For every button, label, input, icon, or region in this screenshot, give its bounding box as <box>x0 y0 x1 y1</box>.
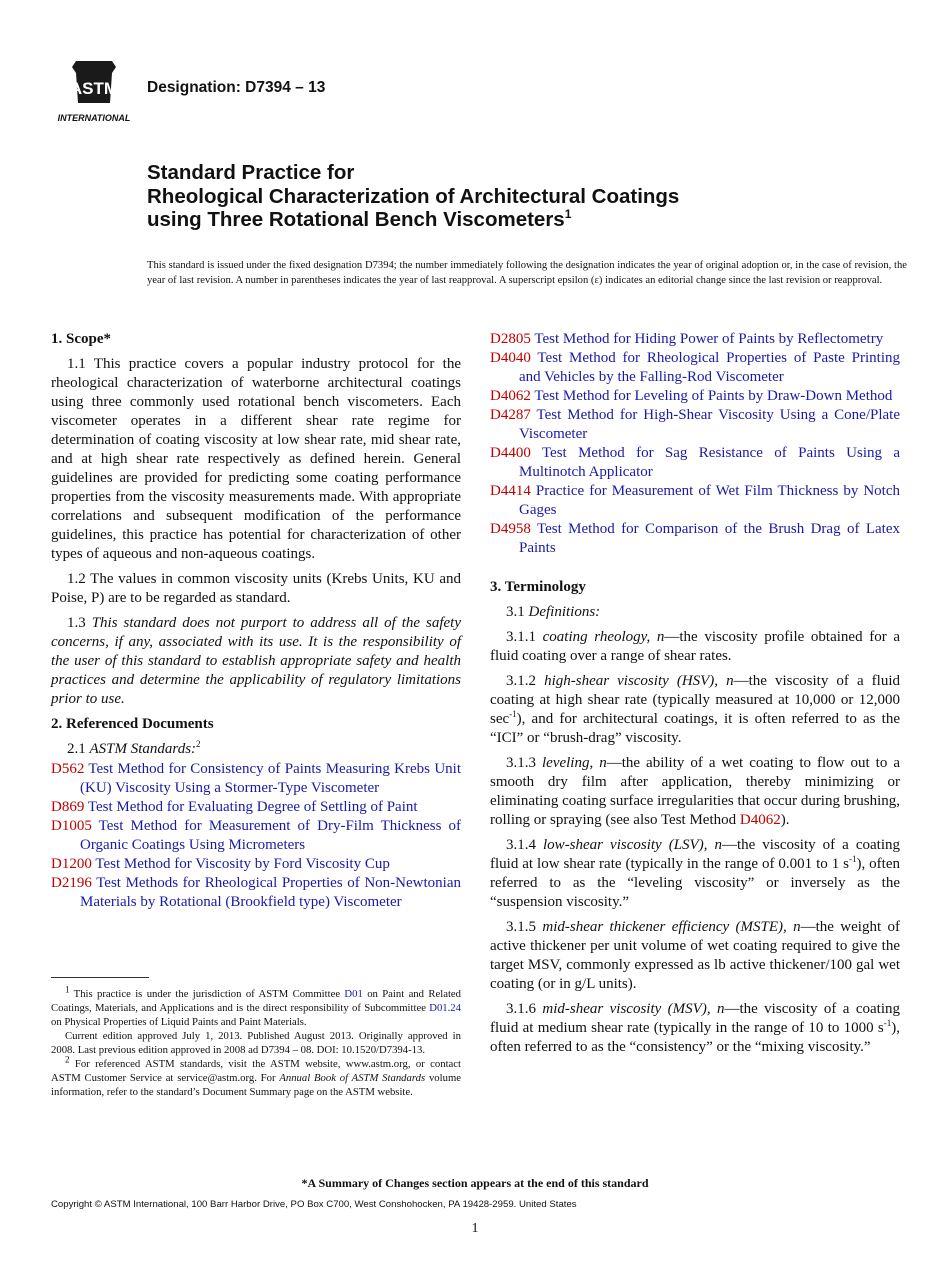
ref-code-link[interactable]: D2196 <box>51 875 92 891</box>
def-text-b: ). <box>780 812 790 828</box>
issued-note: This standard is issued under the fixed designation D7394; the number immediately following the designation indicates the year of original adoption or, in the case of revision, the year of last revision. A number in parentheses indicates the year of last reapproval. A superscript epsilon (ε) indicates an editorial change since the last revision or reapproval. <box>147 260 907 286</box>
left-column <box>51 330 461 912</box>
def-num: 3.1.5 <box>506 919 543 935</box>
astm-logo <box>54 55 134 130</box>
def-term: high-shear viscosity (HSV), n <box>544 673 734 689</box>
referenced-heading: 2. Referenced Documents <box>51 716 214 732</box>
def-text-b: ), often referred to as the “leveling viscosity” or inversely as the “suspension viscosity.” <box>490 856 900 910</box>
definitions-label <box>490 603 900 622</box>
definition <box>490 672 900 748</box>
ref-code-link[interactable]: D4040 <box>490 350 531 366</box>
ref-code-link[interactable]: D4958 <box>490 521 531 537</box>
committee-link[interactable]: D01 <box>344 988 363 1000</box>
ref-code-link[interactable]: D4414 <box>490 483 531 499</box>
title-line-3 <box>147 208 907 232</box>
ref-code-link[interactable]: D4062 <box>490 388 531 404</box>
def-term: mid-shear viscosity (MSV), n <box>542 1001 725 1017</box>
astm-standards-text: ASTM Standards: <box>89 741 197 757</box>
def-text-a: —the viscosity of a fluid coating at high shear rate (typically measured at 10,000 or 12,000 sec <box>490 673 900 727</box>
scope-heading: 1. Scope* <box>51 331 111 347</box>
logo-subtext: INTERNATIONAL <box>57 113 131 123</box>
copyright: Copyright © ASTM International, 100 Barr Harbor Drive, PO Box C700, West Conshohocken, PA 19428-2959. United States <box>51 1199 577 1210</box>
subcommittee-link[interactable]: D01.24 <box>429 1002 461 1014</box>
def-text-b: ), and for architectural coatings, it is often referred to as the “ICI” or “brush-drag” viscosity. <box>490 711 900 746</box>
ref-title-link[interactable]: Test Method for Sag Resistance of Paints Using a Multinotch Applicator <box>519 445 900 480</box>
footnote-2 <box>51 1054 461 1099</box>
ref-item[interactable] <box>51 760 461 798</box>
def-text-a: —the ability of a wet coating to flow out to a smooth dry film after application, thereby minimizing or eliminating coating surface irregularities that occur during brushing, rolling or spraying (see also Test Method <box>490 755 900 828</box>
ref-title-link[interactable]: Test Method for Consistency of Paints Measuring Krebs Unit (KU) Viscosity Using a Stormer-Type Viscometer <box>80 761 461 796</box>
summary-of-changes-note: *A Summary of Changes section appears at the end of this standard <box>301 1176 649 1190</box>
ref-title-link[interactable]: Test Method for Leveling of Paints by Draw-Down Method <box>534 388 893 404</box>
def-num: 3.1.2 <box>506 673 545 689</box>
definitions-num: 3.1 <box>506 604 529 620</box>
ref-title-link[interactable]: Test Method for Viscosity by Ford Viscosity Cup <box>95 856 390 872</box>
footnote-1-text-c: on Physical Properties of Liquid Paints and Paint Materials. <box>51 1016 307 1028</box>
def-text-a: —the viscosity of a coating fluid at medium shear rate (typically in the range of 10 to 1000 s <box>490 1001 901 1036</box>
def-sup: -1 <box>509 709 517 719</box>
footnote-2-mark: 2 <box>65 1054 70 1065</box>
scope-1-3 <box>51 614 461 709</box>
ref-item[interactable] <box>490 330 900 349</box>
right-column <box>490 330 900 1063</box>
footnote-1-edition: Current edition approved July 1, 2013. Published August 2013. Originally approved in 2008. Last previous edition approved in 2008 ad D7394 – 08. DOI: 10.1520/D7394-13. <box>51 1030 461 1056</box>
page-number: 1 <box>471 1221 479 1236</box>
footnote-1-mark: 1 <box>65 984 70 995</box>
ref-title-link[interactable]: Test Method for Hiding Power of Paints by Reflectometry <box>534 331 884 347</box>
ref-code-link[interactable]: D1200 <box>51 856 92 872</box>
astm-standards-label <box>51 740 461 759</box>
ref-title-link[interactable]: Test Method for Measurement of Dry-Film Thickness of Organic Coatings Using Micrometers <box>80 818 461 853</box>
title-line-3-text: using Three Rotational Bench Viscometers <box>147 208 565 231</box>
scope-1-3-num: 1.3 <box>67 615 92 631</box>
ref-item[interactable] <box>51 817 461 855</box>
ref-title-link[interactable]: Test Method for Evaluating Degree of Settling of Paint <box>87 799 418 815</box>
ref-title-link[interactable]: Test Method for Comparison of the Brush Drag of Latex Paints <box>519 521 901 556</box>
def-num: 3.1.4 <box>506 837 544 853</box>
scope-1-2: 1.2 The values in common viscosity units (Krebs Units, KU and Poise, P) are to be regarded as standard. <box>51 571 461 606</box>
definition <box>490 754 900 830</box>
ref-item[interactable] <box>490 482 900 520</box>
def-term: mid-shear thickener efficiency (MSTE), n <box>542 919 801 935</box>
footnote-2-text-a: For referenced ASTM standards, visit the ASTM website, www.astm.org, or contact ASTM Customer Service at service@astm.org. For <box>51 1058 461 1084</box>
ref-code-link[interactable]: D869 <box>51 799 85 815</box>
designation: Designation: D7394 – 13 <box>147 79 326 96</box>
footnote-2-italic: Annual Book of ASTM Standards <box>279 1072 426 1084</box>
footnote-1-text-b: on Paint and Related Coatings, Materials, and Applications and is the direct responsibility of Subcommittee <box>51 988 461 1014</box>
ref-item[interactable] <box>490 349 900 387</box>
ref-title-link[interactable]: Test Method for High-Shear Viscosity Using a Cone/Plate Viscometer <box>519 407 900 442</box>
ref-code-link[interactable]: D562 <box>51 761 85 777</box>
footnote-2-text-b: volume information, refer to the standard’s Document Summary page on the ASTM website. <box>51 1072 461 1098</box>
def-sup: -1 <box>883 1018 892 1028</box>
ref-title-link[interactable]: Test Methods for Rheological Properties of Non-Newtonian Materials by Rotational (Brookfield type) Viscometer <box>80 875 461 910</box>
def-text-a: —the viscosity of a coating fluid at low shear rate (typically in the range of 0.001 to 1 s <box>490 837 900 872</box>
ref-code-link[interactable]: D1005 <box>51 818 92 834</box>
def-text-b: ), often referred to as the “consistency” or the “mixing viscosity.” <box>490 1020 900 1055</box>
astm-standards-num: 2.1 <box>67 741 90 757</box>
ref-item[interactable] <box>490 406 900 444</box>
definition <box>490 628 900 666</box>
def-num: 3.1.1 <box>506 629 543 645</box>
def-term: coating rheology, n <box>542 629 665 645</box>
ref-title-link[interactable]: Test Method for Rheological Properties of Paste Printing and Vehicles by the Falling-Rod Viscometer <box>519 350 901 385</box>
definition <box>490 918 900 994</box>
def-term: low-shear viscosity (LSV), n <box>543 837 722 853</box>
astm-standards-mark: 2 <box>196 739 201 749</box>
title-footnote-mark: 1 <box>564 207 572 222</box>
def-text: —the viscosity profile obtained for a fluid coating over a range of shear rates. <box>490 629 900 664</box>
footnote-1-text-a: This practice is under the jurisdiction of ASTM Committee <box>69 988 345 1000</box>
d4062-link[interactable]: D4062 <box>739 812 781 828</box>
footnotes <box>51 984 461 1099</box>
scope-1-1: 1.1 This practice covers a popular industry protocol for the rheological characterization of waterborne architectural coatings using three commonly used rotational bench viscometers. Each viscometer operates in a different shear rate regime for determination of coating viscosity at low shear rate, mid shear rate, and at high shear rate respectively as defined herein. General guidelines are provided for predicting some coating performance properties from the viscosity measurements made. With appropriate correlations and subsequent modification of the performance guidelines, this practice has potential for characterization of other types of aqueous and non-aqueous coatings. <box>51 356 461 562</box>
ref-item[interactable] <box>490 520 900 558</box>
def-sup: -1 <box>848 854 857 864</box>
def-text: —the weight of active thickener per unit volume of wet coating required to give the target MSV, commonly expressed as lb active thickener/100 gal wet coating (or in g/L units). <box>490 919 900 992</box>
def-num: 3.1.6 <box>506 1001 543 1017</box>
ref-code-link[interactable]: D4400 <box>490 445 531 461</box>
title-line-2: Rheological Characterization of Architectural Coatings <box>147 184 680 208</box>
scope-1-3-text: This standard does not purport to address all of the safety concerns, if any, associated with its use. It is the responsibility of the user of this standard to establish appropriate safety and health practices and determine the applicability of regulatory limitations prior to use. <box>51 615 462 707</box>
ref-code-link[interactable]: D2805 <box>490 331 531 347</box>
logo-text: ASTM <box>69 79 119 98</box>
footnote-1 <box>51 984 461 1029</box>
def-num: 3.1.3 <box>506 755 542 771</box>
terminology-heading: 3. Terminology <box>490 579 586 595</box>
title-line-1: Standard Practice for <box>147 161 355 184</box>
ref-item[interactable] <box>51 855 461 874</box>
def-term: leveling, n <box>542 755 607 771</box>
ref-item[interactable] <box>51 798 461 817</box>
definitions-text: Definitions: <box>528 604 601 620</box>
definition <box>490 836 900 912</box>
ref-item[interactable] <box>490 444 900 482</box>
page-title <box>147 161 907 232</box>
ref-item[interactable] <box>490 387 900 406</box>
ref-item[interactable] <box>51 874 461 912</box>
definition <box>490 1000 900 1057</box>
ref-code-link[interactable]: D4287 <box>490 407 531 423</box>
footnote-divider <box>51 977 149 978</box>
ref-title-link[interactable]: Practice for Measurement of Wet Film Thickness by Notch Gages <box>519 483 901 518</box>
